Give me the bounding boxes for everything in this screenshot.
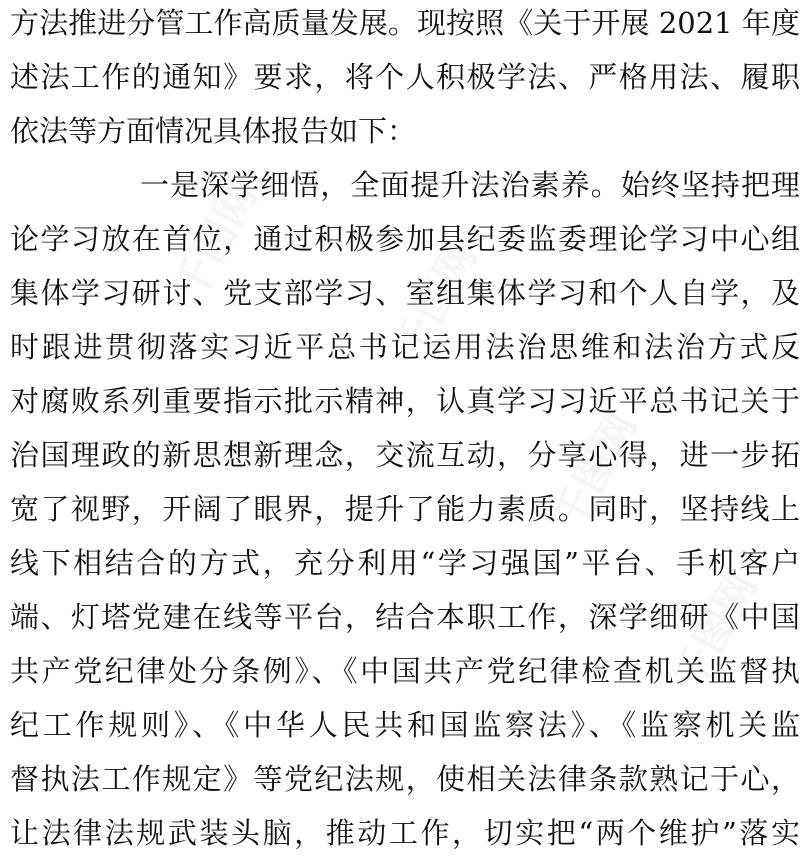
section-heading-line: 一是深学细悟，全面提升法治素养。始终坚持把理	[140, 168, 800, 202]
watermark: 千图网	[384, 234, 487, 369]
text-line: 让法律法规武装头脑，推动工作，切实把“两个维护”落实	[10, 816, 800, 850]
text-line: 方法推进分管工作高质量发展。现按照《关于开展 2021 年度	[10, 6, 800, 40]
text-line: 线下相结合的方式，充分利用“学习强国”平台、手机客户	[10, 546, 800, 580]
watermark: 千图网	[544, 404, 647, 539]
text-line: 共产党纪律处分条例》、《中国共产党纪律检查机关监督执	[10, 654, 800, 688]
text-line: 宽了视野，开阔了眼界，提升了能力素质。同时，坚持线上	[10, 492, 800, 526]
text-line: 时跟进贯彻落实习近平总书记运用法治思维和法治方式反	[10, 330, 800, 364]
watermark: 千图网	[664, 564, 767, 699]
watermark: 千图网	[164, 174, 267, 309]
text-line: 论学习放在首位，通过积极参加县纪委监委理论学习中心组	[10, 222, 800, 256]
text-line: 端、灯塔党建在线等平台，结合本职工作，深学细研《中国	[10, 600, 800, 634]
text-line: 纪工作规则》、《中华人民共和国监察法》、《监察机关监	[10, 708, 800, 742]
text-line: 治国理政的新思想新理念，交流互动，分享心得，进一步拓	[10, 438, 800, 472]
text-line: 述法工作的通知》要求，将个人积极学法、严格用法、履职	[10, 60, 800, 94]
text-line: 对腐败系列重要指示批示精神，认真学习习近平总书记关于	[10, 384, 800, 418]
text-line: 依法等方面情况具体报告如下：	[10, 114, 417, 148]
text-line: 督执法工作规定》等党纪法规，使相关法律条款熟记于心，	[10, 762, 800, 796]
text-line: 集体学习研讨、党支部学习、室组集体学习和个人自学，及	[10, 276, 800, 310]
report-body-text	[10, 0, 800, 860]
